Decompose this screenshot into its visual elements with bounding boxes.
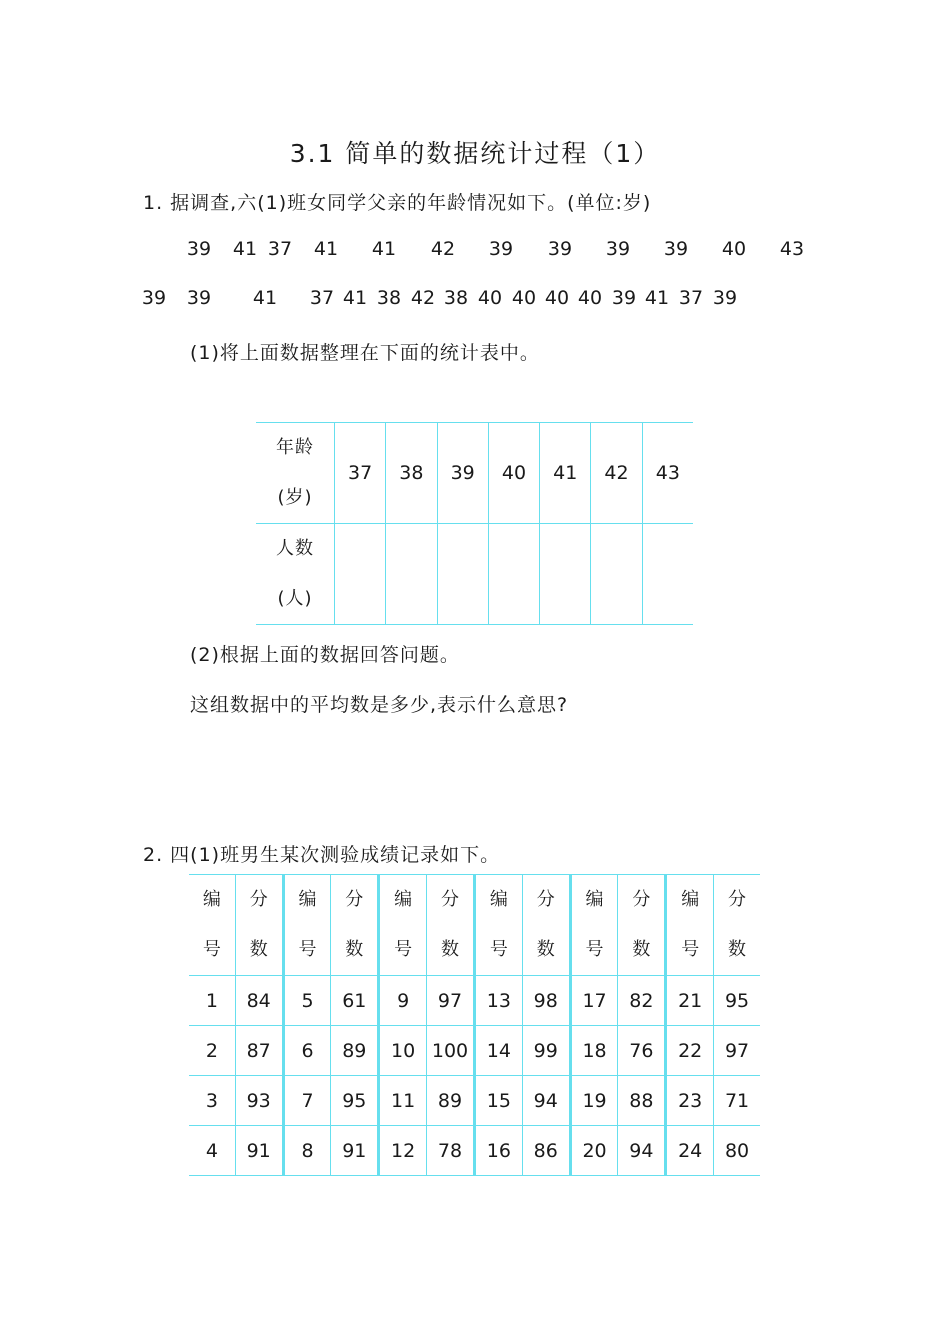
- age-value: 39: [611, 287, 637, 309]
- scores-row: [189, 1076, 760, 1126]
- age-value: 38: [443, 287, 469, 309]
- student-id: 1: [189, 976, 235, 1026]
- id-header-line: 号: [394, 939, 413, 960]
- student-score: 97: [714, 1026, 760, 1076]
- score-header-line: 数: [345, 939, 364, 960]
- student-id: 19: [570, 1076, 618, 1126]
- id-header-line: 号: [489, 939, 508, 960]
- student-score: 97: [427, 976, 475, 1026]
- count-answer-cell[interactable]: [386, 524, 437, 625]
- student-id: 2: [189, 1026, 235, 1076]
- age-data-row-1: [0, 238, 950, 264]
- student-score: 87: [235, 1026, 283, 1076]
- age-value: 39: [141, 287, 167, 309]
- id-header: [570, 875, 618, 976]
- age-header-cell: 39: [437, 423, 488, 524]
- scores-row: [189, 1126, 760, 1176]
- student-score: 91: [235, 1126, 283, 1176]
- count-answer-cell[interactable]: [488, 524, 539, 625]
- student-id: 22: [666, 1026, 714, 1076]
- age-value: 39: [663, 238, 689, 260]
- age-value: 39: [605, 238, 631, 260]
- id-header: [189, 875, 235, 976]
- count-label: 人数: [275, 538, 314, 559]
- id-header-line: 编: [202, 889, 221, 910]
- id-header-line: 编: [489, 889, 508, 910]
- student-id: 13: [474, 976, 522, 1026]
- student-score: 71: [714, 1076, 760, 1126]
- age-value: 42: [430, 238, 456, 260]
- student-score: 99: [522, 1026, 570, 1076]
- count-answer-cell[interactable]: [540, 524, 591, 625]
- age-stats-table: [256, 422, 693, 625]
- id-header-line: 编: [585, 889, 604, 910]
- age-label: 年龄: [275, 437, 314, 458]
- student-score: 88: [618, 1076, 666, 1126]
- score-header: [714, 875, 760, 976]
- student-id: 8: [283, 1126, 331, 1176]
- student-id: 12: [379, 1126, 427, 1176]
- age-value: 39: [712, 287, 738, 309]
- score-header-line: 数: [728, 939, 747, 960]
- scores-row: [189, 1026, 760, 1076]
- student-id: 5: [283, 976, 331, 1026]
- student-score: 76: [618, 1026, 666, 1076]
- count-answer-cell[interactable]: [642, 524, 693, 625]
- count-unit: (人): [277, 588, 313, 609]
- student-score: 89: [331, 1026, 379, 1076]
- student-id: 10: [379, 1026, 427, 1076]
- score-header: [235, 875, 283, 976]
- student-score: 86: [522, 1126, 570, 1176]
- score-header-line: 分: [728, 889, 747, 910]
- age-value: 41: [232, 238, 258, 260]
- age-header-cell: 43: [642, 423, 693, 524]
- age-data-row-2: [0, 287, 950, 313]
- age-value: 40: [544, 287, 570, 309]
- count-answer-cell[interactable]: [334, 524, 385, 625]
- student-id: 6: [283, 1026, 331, 1076]
- question-1-part-2: (2)根据上面的数据回答问题。: [190, 644, 460, 666]
- age-value: 39: [186, 238, 212, 260]
- student-id: 4: [189, 1126, 235, 1176]
- score-header-line: 分: [345, 889, 364, 910]
- age-header-cell: 37: [334, 423, 385, 524]
- age-value: 40: [721, 238, 747, 260]
- scores-row: [189, 976, 760, 1026]
- student-id: 3: [189, 1076, 235, 1126]
- age-value: 40: [477, 287, 503, 309]
- count-row: [256, 524, 693, 625]
- age-value: 37: [267, 238, 293, 260]
- student-score: 78: [427, 1126, 475, 1176]
- page-title: 3.1 简单的数据统计过程（1）: [289, 139, 661, 168]
- id-header: [283, 875, 331, 976]
- student-id: 14: [474, 1026, 522, 1076]
- student-id: 9: [379, 976, 427, 1026]
- student-score: 61: [331, 976, 379, 1026]
- age-value: 41: [252, 287, 278, 309]
- student-id: 11: [379, 1076, 427, 1126]
- question-1-intro: 1. 据调查,六(1)班女同学父亲的年龄情况如下。(单位:岁): [143, 192, 652, 214]
- id-header: [666, 875, 714, 976]
- id-header-line: 编: [681, 889, 700, 910]
- count-label-cell: [256, 524, 334, 625]
- id-header-line: 号: [585, 939, 604, 960]
- count-answer-cell[interactable]: [591, 524, 642, 625]
- age-label-cell: [256, 423, 334, 524]
- score-header: [522, 875, 570, 976]
- score-header-line: 分: [249, 889, 268, 910]
- age-value: 39: [488, 238, 514, 260]
- student-id: 16: [474, 1126, 522, 1176]
- student-id: 18: [570, 1026, 618, 1076]
- id-header-line: 号: [681, 939, 700, 960]
- age-value: 41: [313, 238, 339, 260]
- score-header: [331, 875, 379, 976]
- age-value: 40: [577, 287, 603, 309]
- id-header: [474, 875, 522, 976]
- score-header-line: 分: [632, 889, 651, 910]
- age-header-cell: 40: [488, 423, 539, 524]
- age-value: 39: [547, 238, 573, 260]
- age-value: 41: [342, 287, 368, 309]
- student-score: 98: [522, 976, 570, 1026]
- id-header-line: 编: [394, 889, 413, 910]
- student-id: 24: [666, 1126, 714, 1176]
- score-header-line: 数: [441, 939, 459, 960]
- age-value: 41: [371, 238, 397, 260]
- student-score: 89: [427, 1076, 475, 1126]
- student-id: 21: [666, 976, 714, 1026]
- age-value: 37: [309, 287, 335, 309]
- age-value: 37: [678, 287, 704, 309]
- age-unit: (岁): [277, 487, 313, 508]
- question-1-part-1: (1)将上面数据整理在下面的统计表中。: [190, 342, 540, 364]
- student-score: 95: [331, 1076, 379, 1126]
- id-header: [379, 875, 427, 976]
- age-value: 41: [644, 287, 670, 309]
- score-header: [618, 875, 666, 976]
- student-score: 84: [235, 976, 283, 1026]
- age-header-cell: 42: [591, 423, 642, 524]
- student-id: 23: [666, 1076, 714, 1126]
- id-header-line: 号: [298, 939, 317, 960]
- id-header-line: 号: [202, 939, 221, 960]
- student-id: 20: [570, 1126, 618, 1176]
- age-row: [256, 423, 693, 524]
- score-header: [427, 875, 475, 976]
- scores-table: [189, 874, 760, 1176]
- score-header-line: 数: [632, 939, 651, 960]
- scores-header-row: [189, 875, 760, 976]
- student-id: 17: [570, 976, 618, 1026]
- student-score: 95: [714, 976, 760, 1026]
- score-header-line: 数: [536, 939, 555, 960]
- student-score: 100: [427, 1026, 475, 1076]
- age-header-cell: 41: [540, 423, 591, 524]
- count-answer-cell[interactable]: [437, 524, 488, 625]
- student-score: 80: [714, 1126, 760, 1176]
- age-value: 38: [376, 287, 402, 309]
- student-score: 93: [235, 1076, 283, 1126]
- age-header-cell: 38: [386, 423, 437, 524]
- question-1-prompt: 这组数据中的平均数是多少,表示什么意思?: [190, 694, 569, 716]
- student-id: 7: [283, 1076, 331, 1126]
- score-header-line: 分: [536, 889, 555, 910]
- age-value: 42: [410, 287, 436, 309]
- id-header-line: 编: [298, 889, 317, 910]
- question-2-intro: 2. 四(1)班男生某次测验成绩记录如下。: [143, 844, 501, 866]
- score-header-line: 分: [441, 889, 459, 910]
- student-id: 15: [474, 1076, 522, 1126]
- age-value: 40: [511, 287, 537, 309]
- student-score: 91: [331, 1126, 379, 1176]
- student-score: 94: [522, 1076, 570, 1126]
- age-value: 43: [779, 238, 805, 260]
- age-value: 39: [186, 287, 212, 309]
- score-header-line: 数: [249, 939, 268, 960]
- student-score: 82: [618, 976, 666, 1026]
- student-score: 94: [618, 1126, 666, 1176]
